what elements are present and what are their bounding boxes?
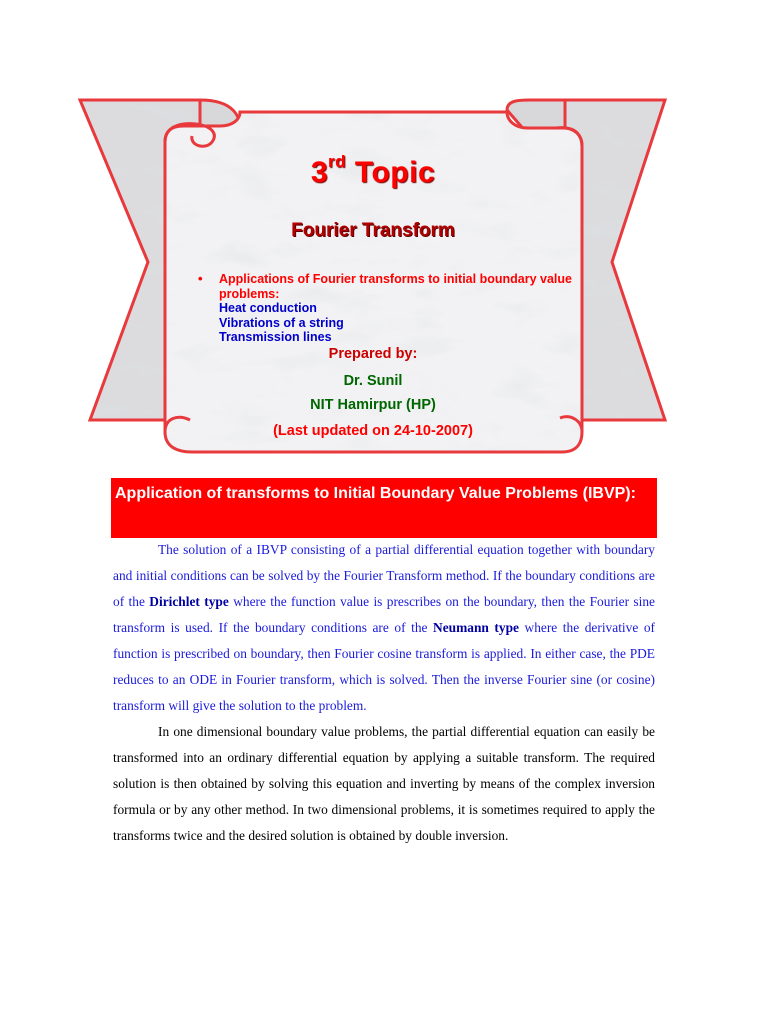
topic-title [168,152,578,190]
paragraph1-part3: where the derivative of function is prescribed on boundary, then Fourier cosine transform is applied. In either case, the PDE reduces to an ODE in Fourier transform, which is solved. Then the inverse Fourier sine (or cosine) transform will give the solution to the problem. [113,620,655,713]
paragraph-one-dimensional: In one dimensional boundary value problems, the partial differential equation can easily be transformed into an ordinary differential equation by applying a suitable transform. The required solution is then obtained by solving this equation and inverting by means of the complex inversion formula or by any other method. In two dimensional problems, it is sometimes required to apply the transforms twice and the desired solution is obtained by double inversion. [113,724,655,843]
term-dirichlet: Dirichlet type [149,594,229,609]
sub-item-heat-conduction: Heat conduction [219,301,317,315]
list-item [168,272,572,345]
body-text [113,537,655,849]
topic-suffix: rd [328,152,347,171]
sub-item-vibrations: Vibrations of a string [219,315,344,330]
author-name: Dr. Sunil [343,373,403,389]
banner-content [168,140,578,445]
paragraph-ibvp-solution [113,537,655,719]
subject-title: Fourier Transform [291,220,455,241]
term-neumann: Neumann type [433,620,519,635]
section-heading: Application of transforms to Initial Boundary Value Problems (IBVP): [111,478,657,538]
bullet-lead-text: Applications of Fourier transforms to initial boundary value problems: [219,272,572,301]
topic-number: 3 [310,156,329,189]
last-updated-note: (Last updated on 24-10-2007) [273,423,473,439]
institution-name: NIT Hamirpur (HP) [310,397,436,413]
paragraph1-part2: where the function value is prescribes on the boundary, then the Fourier sine transform is used. If the boundary conditions are of the [113,594,655,635]
topic-word: Topic [354,156,436,189]
prepared-by-label: Prepared by: [328,346,418,362]
bullet-icon: • [198,271,203,286]
topic-list [168,272,572,345]
sub-item-transmission-lines: Transmission lines [219,330,332,344]
paragraph1-part1: The solution of a IBVP consisting of a partial differential equation together with boundary and initial conditions can be solved by the Fourier Transform method. If the boundary conditions are of the [113,542,655,609]
